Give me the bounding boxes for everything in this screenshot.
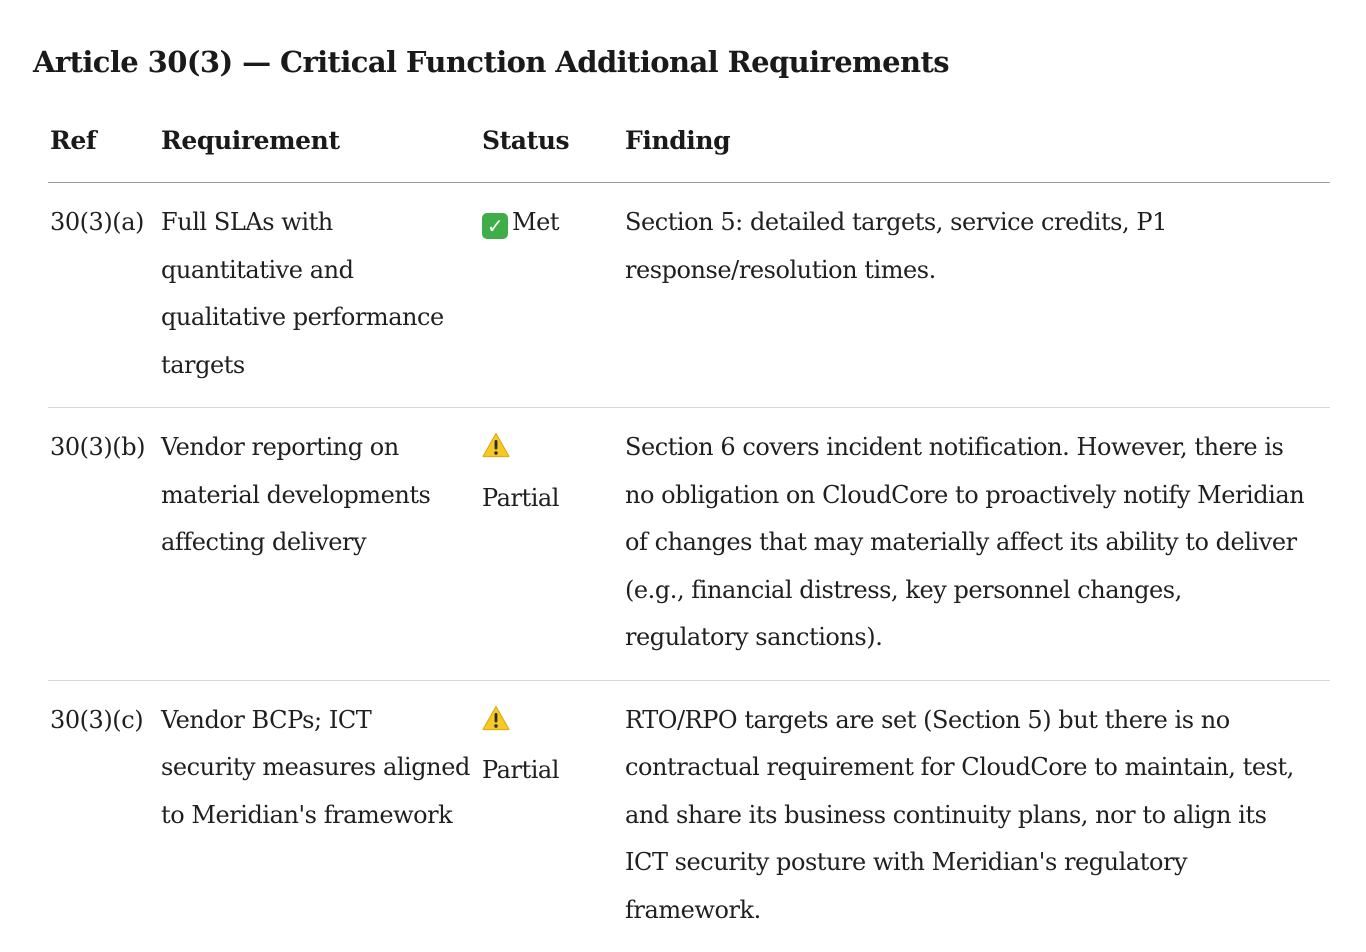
warning-icon <box>482 700 510 748</box>
status-label: Met <box>512 208 560 236</box>
column-header-requirement: Requirement <box>159 110 480 183</box>
ref-cell: 30(3)(b) <box>48 408 159 681</box>
status-cell <box>480 408 623 681</box>
section-heading: Article 30(3) — Critical Function Additional Requirements <box>33 45 949 79</box>
warning-icon <box>482 427 510 475</box>
ref-cell: 30(3)(a) <box>48 183 159 408</box>
table-row <box>48 680 1330 952</box>
status-label: Partial <box>482 483 560 512</box>
status-cell <box>480 680 623 952</box>
column-header-finding: Finding <box>623 110 1330 183</box>
finding-cell: Section 6 covers incident notification. However, there is no obligation on CloudCore to proactively notify Meridian of changes that may materially affect its ability to deliver (e.g., financial distress, key personnel changes, regulatory sanctions). <box>623 408 1330 681</box>
status-cell <box>480 183 623 408</box>
requirements-table <box>48 110 1330 952</box>
finding-cell: RTO/RPO targets are set (Section 5) but there is no contractual requirement for CloudCore to maintain, test, and share its business continuity plans, nor to align its ICT security posture with Meridian's regulatory framework. <box>625 705 1294 924</box>
check-mark-icon: ✓ <box>482 202 508 250</box>
table-header-row <box>48 110 1330 183</box>
requirement-cell: Vendor reporting on material developments affecting delivery <box>159 408 480 681</box>
column-header-status: Status <box>480 110 623 183</box>
column-header-ref: Ref <box>48 110 159 183</box>
table-row <box>48 408 1330 681</box>
finding-cell: Section 5: detailed targets, service credits, P1 response/resolution times. <box>623 183 1330 408</box>
table-row <box>48 183 1330 408</box>
requirement-cell: Full SLAs with quantitative and qualitative performance targets <box>159 183 480 408</box>
status-label: Partial <box>482 756 560 784</box>
ref-cell: 30(3)(c) <box>50 705 144 734</box>
requirement-cell: Vendor BCPs; ICT security measures aligned to Meridian's framework <box>161 705 470 829</box>
